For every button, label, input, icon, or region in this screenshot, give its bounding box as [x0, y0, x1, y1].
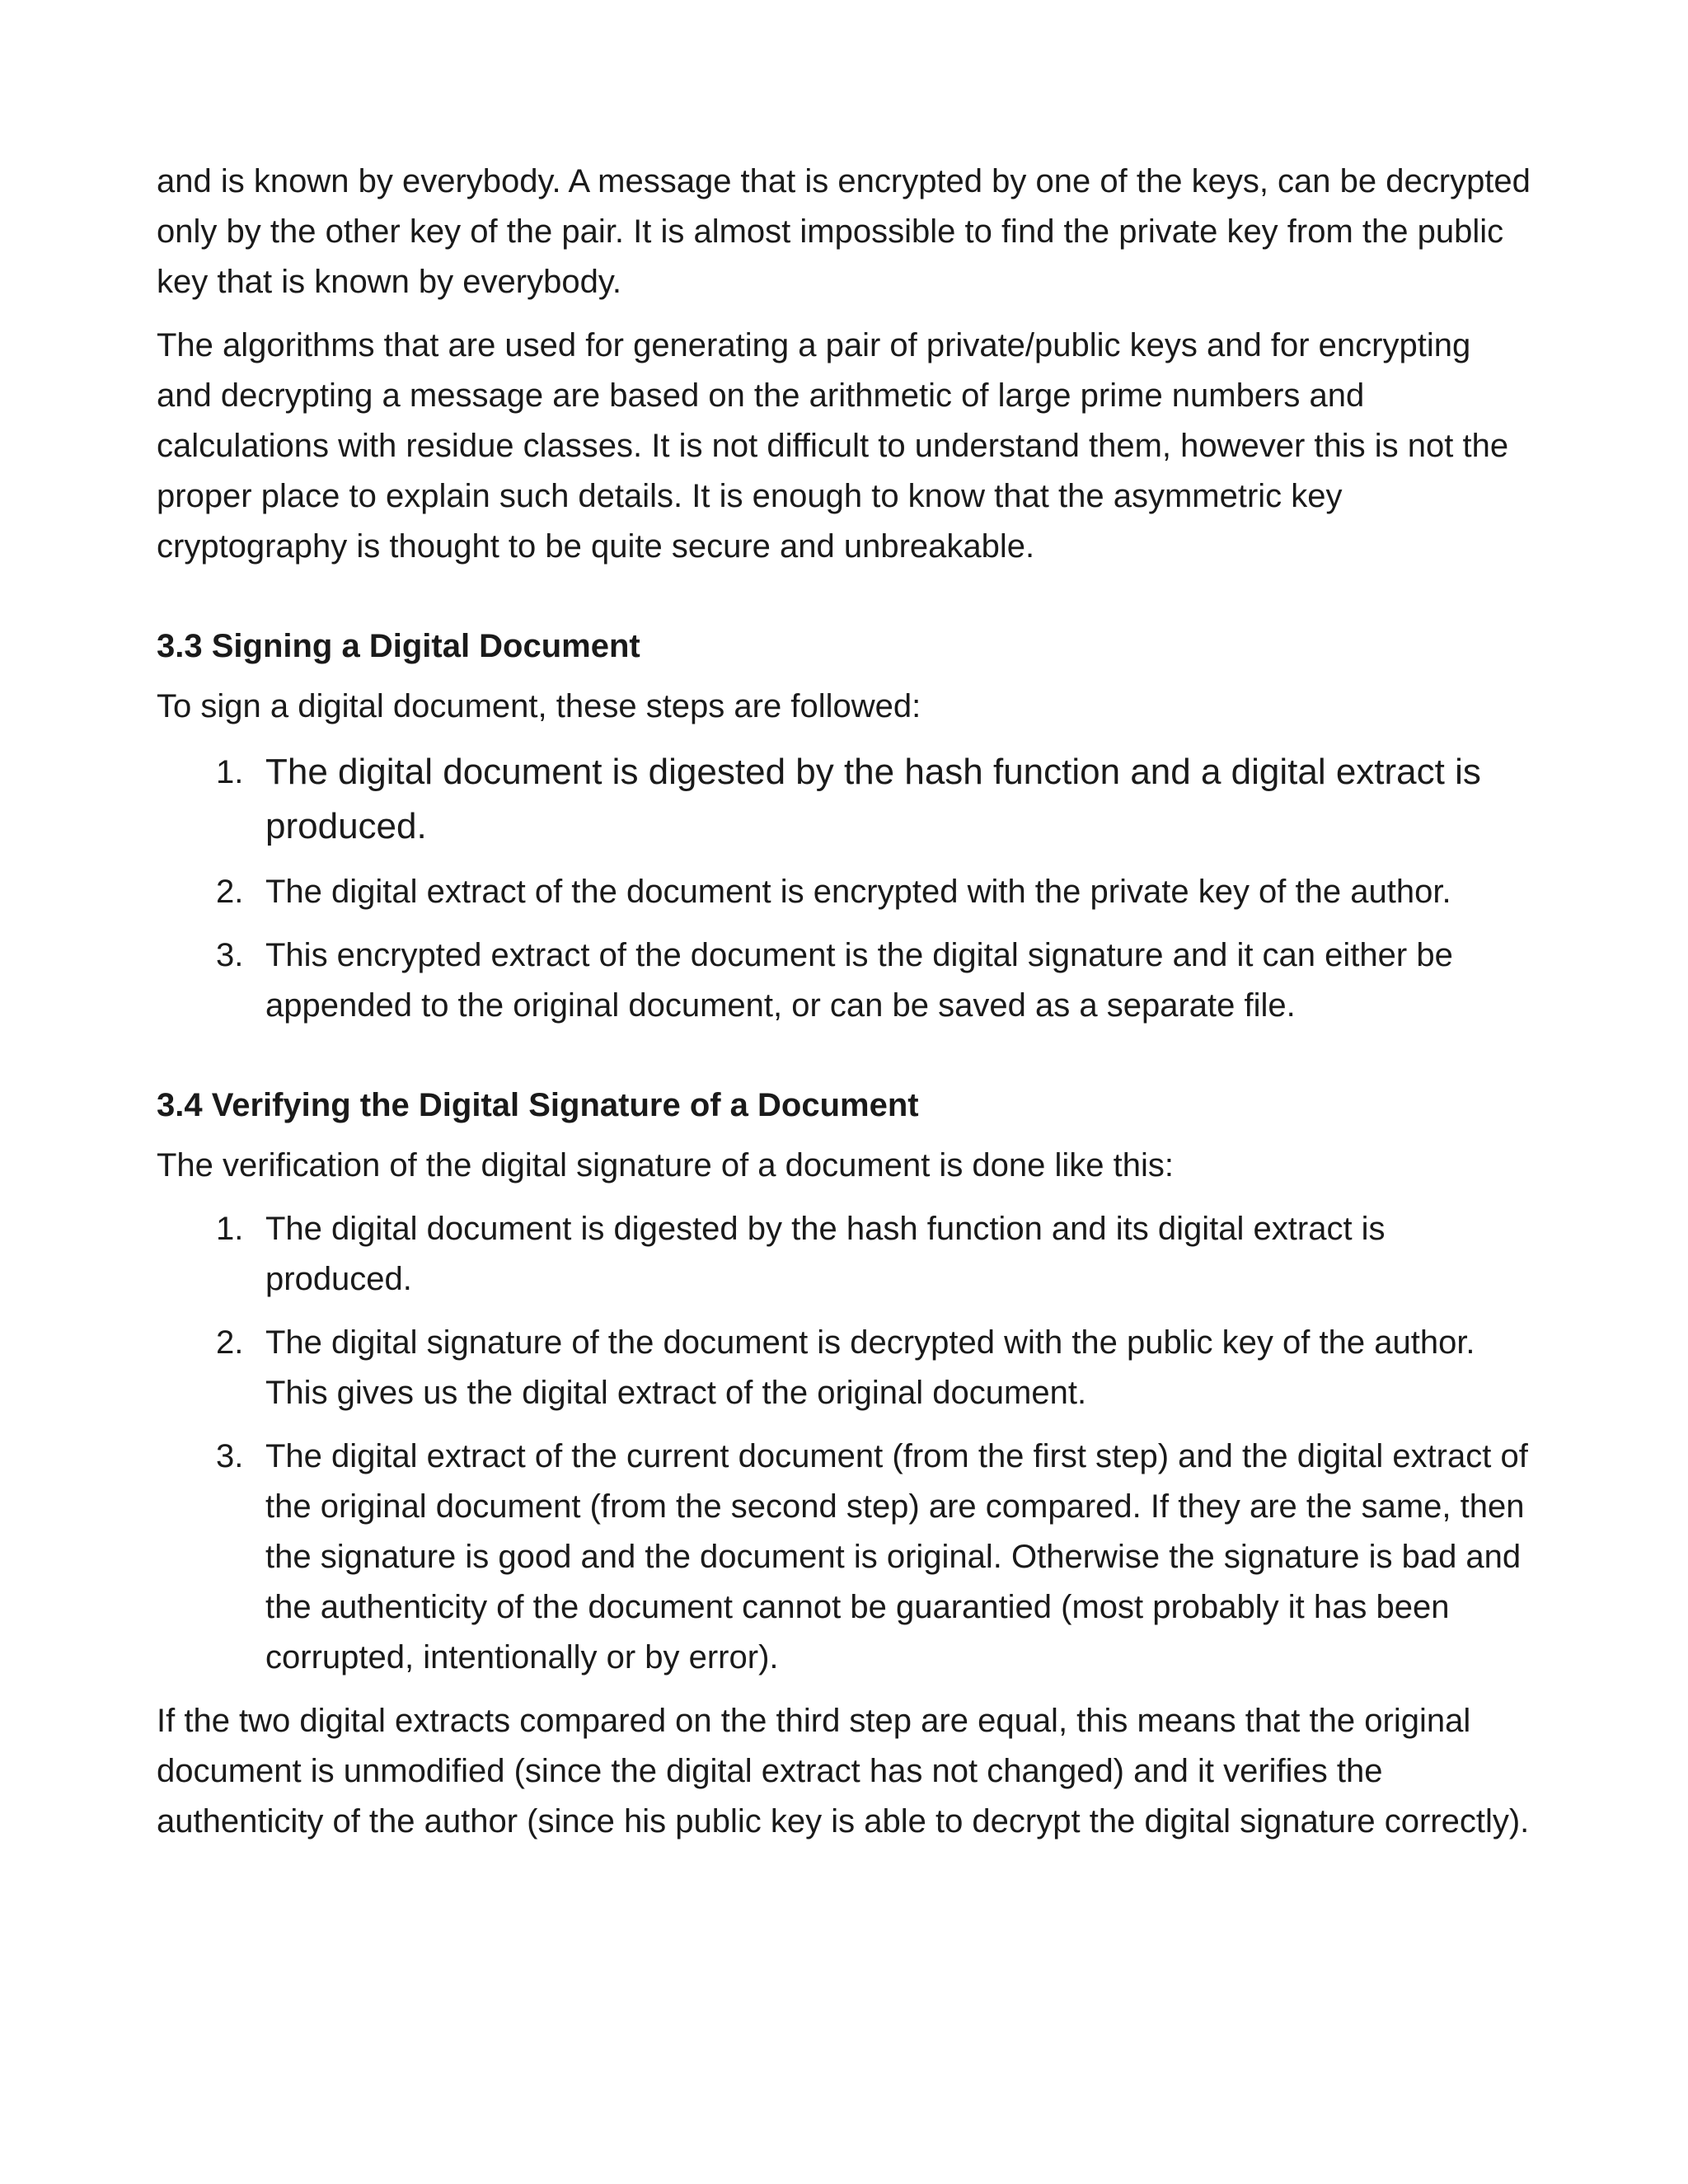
list-item-text: The digital document is digested by the hash function and a digital extract is produced. [265, 752, 1481, 846]
list-item [157, 745, 1533, 854]
list-number: 3. [216, 1438, 244, 1474]
list-item-text: The digital extract of the document is encrypted with the private key of the author. [265, 874, 1451, 910]
list-item-text: The digital extract of the current document (from the first step) and the digital extract of the original document (from the second step) are compared. If they are the same, then the signature is good and the document is original. Otherwise the signature is bad and the authenticity of the document cannot be guarantied (most probably it has been corrupted, intentionally or by error). [265, 1438, 1528, 1675]
list-item [157, 1318, 1533, 1418]
list-item-text: This encrypted extract of the document is the digital signature and it can either be appended to the original document, or can be saved as a separate file. [265, 937, 1453, 1024]
list-number: 2. [216, 874, 244, 910]
paragraph-algorithms: The algorithms that are used for generating a pair of private/public keys and for encrypting and decrypting a message are based on the arithmetic of large prime numbers and calculations with residue classes. It is not difficult to understand them, however this is not the proper place to explain such details. It is enough to know that the asymmetric key cryptography is thought to be quite secure and unbreakable. [157, 327, 1509, 565]
list-item [157, 1432, 1533, 1683]
verifying-intro: The verification of the digital signature of a document is done like this: [157, 1147, 1175, 1183]
signing-intro: To sign a digital document, these steps are followed: [157, 688, 921, 724]
list-item-text: The digital document is digested by the hash function and its digital extract is produced. [265, 1211, 1386, 1297]
signing-steps-list [157, 745, 1533, 1031]
verifying-steps-list [157, 1204, 1533, 1683]
paragraph-closing: If the two digital extracts compared on the third step are equal, this means that the original document is unmodified (since the digital extract has not changed) and it verifies the authenticity of the author (since his public key is able to decrypt the digital signature correctly). [157, 1703, 1530, 1840]
document-page [157, 157, 1533, 1860]
section-heading-verifying: 3.4 Verifying the Digital Signature of a Document [157, 1087, 919, 1123]
list-number: 2. [216, 1324, 244, 1361]
list-item-text: The digital signature of the document is decrypted with the public key of the author. This gives us the digital extract of the original document. [265, 1324, 1475, 1411]
list-item [157, 867, 1533, 917]
list-number: 1. [216, 1211, 244, 1247]
section-heading-signing: 3.3 Signing a Digital Document [157, 628, 640, 664]
paragraph-key-pair: and is known by everybody. A message that is encrypted by one of the keys, can be decrypted only by the other key of the pair. It is almost impossible to find the private key from the public key that is known by everybody. [157, 163, 1531, 300]
list-item [157, 930, 1533, 1031]
list-item [157, 1204, 1533, 1305]
list-number: 3. [216, 937, 244, 973]
list-number: 1. [216, 754, 244, 790]
